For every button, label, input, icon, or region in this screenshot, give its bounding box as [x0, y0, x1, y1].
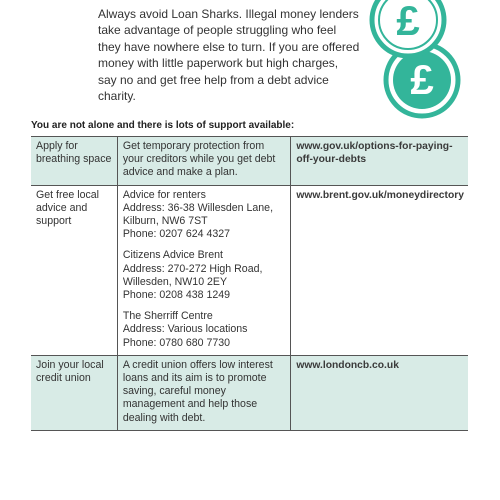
pound-coins-icon — [352, 0, 480, 122]
support-link[interactable]: www.gov.uk/options-for-paying-off-your-debts — [291, 137, 468, 186]
support-topic: Join your local credit union — [31, 355, 117, 430]
support-entry — [123, 359, 287, 425]
support-entry — [123, 140, 287, 180]
support-detail-line: The Sherriff Centre — [122, 310, 213, 323]
support-entry — [123, 310, 287, 350]
support-detail-line: Phone: 0208 438 1249 — [122, 289, 231, 302]
support-detail-line: Citizens Advice Brent — [122, 249, 223, 262]
support-detail-line: A credit union offers low interest loans and its aim is to promote saving, careful money management and help those dealing with debt. — [122, 358, 273, 424]
support-detail-line: Phone: 0207 624 4327 — [122, 228, 231, 241]
support-details — [117, 185, 291, 355]
support-detail-line: Address: Various locations — [122, 323, 248, 336]
support-link[interactable]: www.londoncb.co.uk — [291, 355, 468, 430]
support-topic: Apply for breathing space — [31, 137, 117, 186]
support-detail-line: Address: 270-272 High Road, Willesden, NW10 2EY — [122, 262, 263, 288]
support-detail-line: Phone: 0780 680 7730 — [122, 336, 231, 349]
support-entry — [123, 189, 287, 242]
support-link[interactable]: www.brent.gov.uk/moneydirectory — [296, 189, 464, 201]
support-detail-line: Get temporary protection from your creditors while you get debt advice and make a plan. — [122, 140, 276, 179]
support-topic: Get free local advice and support — [31, 185, 117, 355]
loan-shark-warning-text: Always avoid Loan Sharks. Illegal money lenders take advantage of people struggling who feel they have nowhere else to turn. If you are offered money with little paperwork but high charges, say no and get free help from a debt advice charity. — [98, 7, 360, 104]
pound-symbol-front: £ — [396, 0, 420, 44]
support-entry — [123, 249, 287, 302]
support-row — [31, 185, 468, 355]
support-table — [31, 136, 468, 431]
support-details — [117, 355, 291, 430]
support-details — [117, 137, 291, 186]
support-detail-line: Advice for renters — [122, 188, 206, 201]
support-detail-line: Address: 36-38 Willesden Lane, Kilburn, NW6 7ST — [122, 201, 274, 228]
support-row — [31, 355, 468, 430]
support-row — [31, 137, 468, 186]
pound-symbol-back: £ — [410, 56, 434, 103]
support-heading: You are not alone and there is lots of support available: — [31, 120, 295, 131]
